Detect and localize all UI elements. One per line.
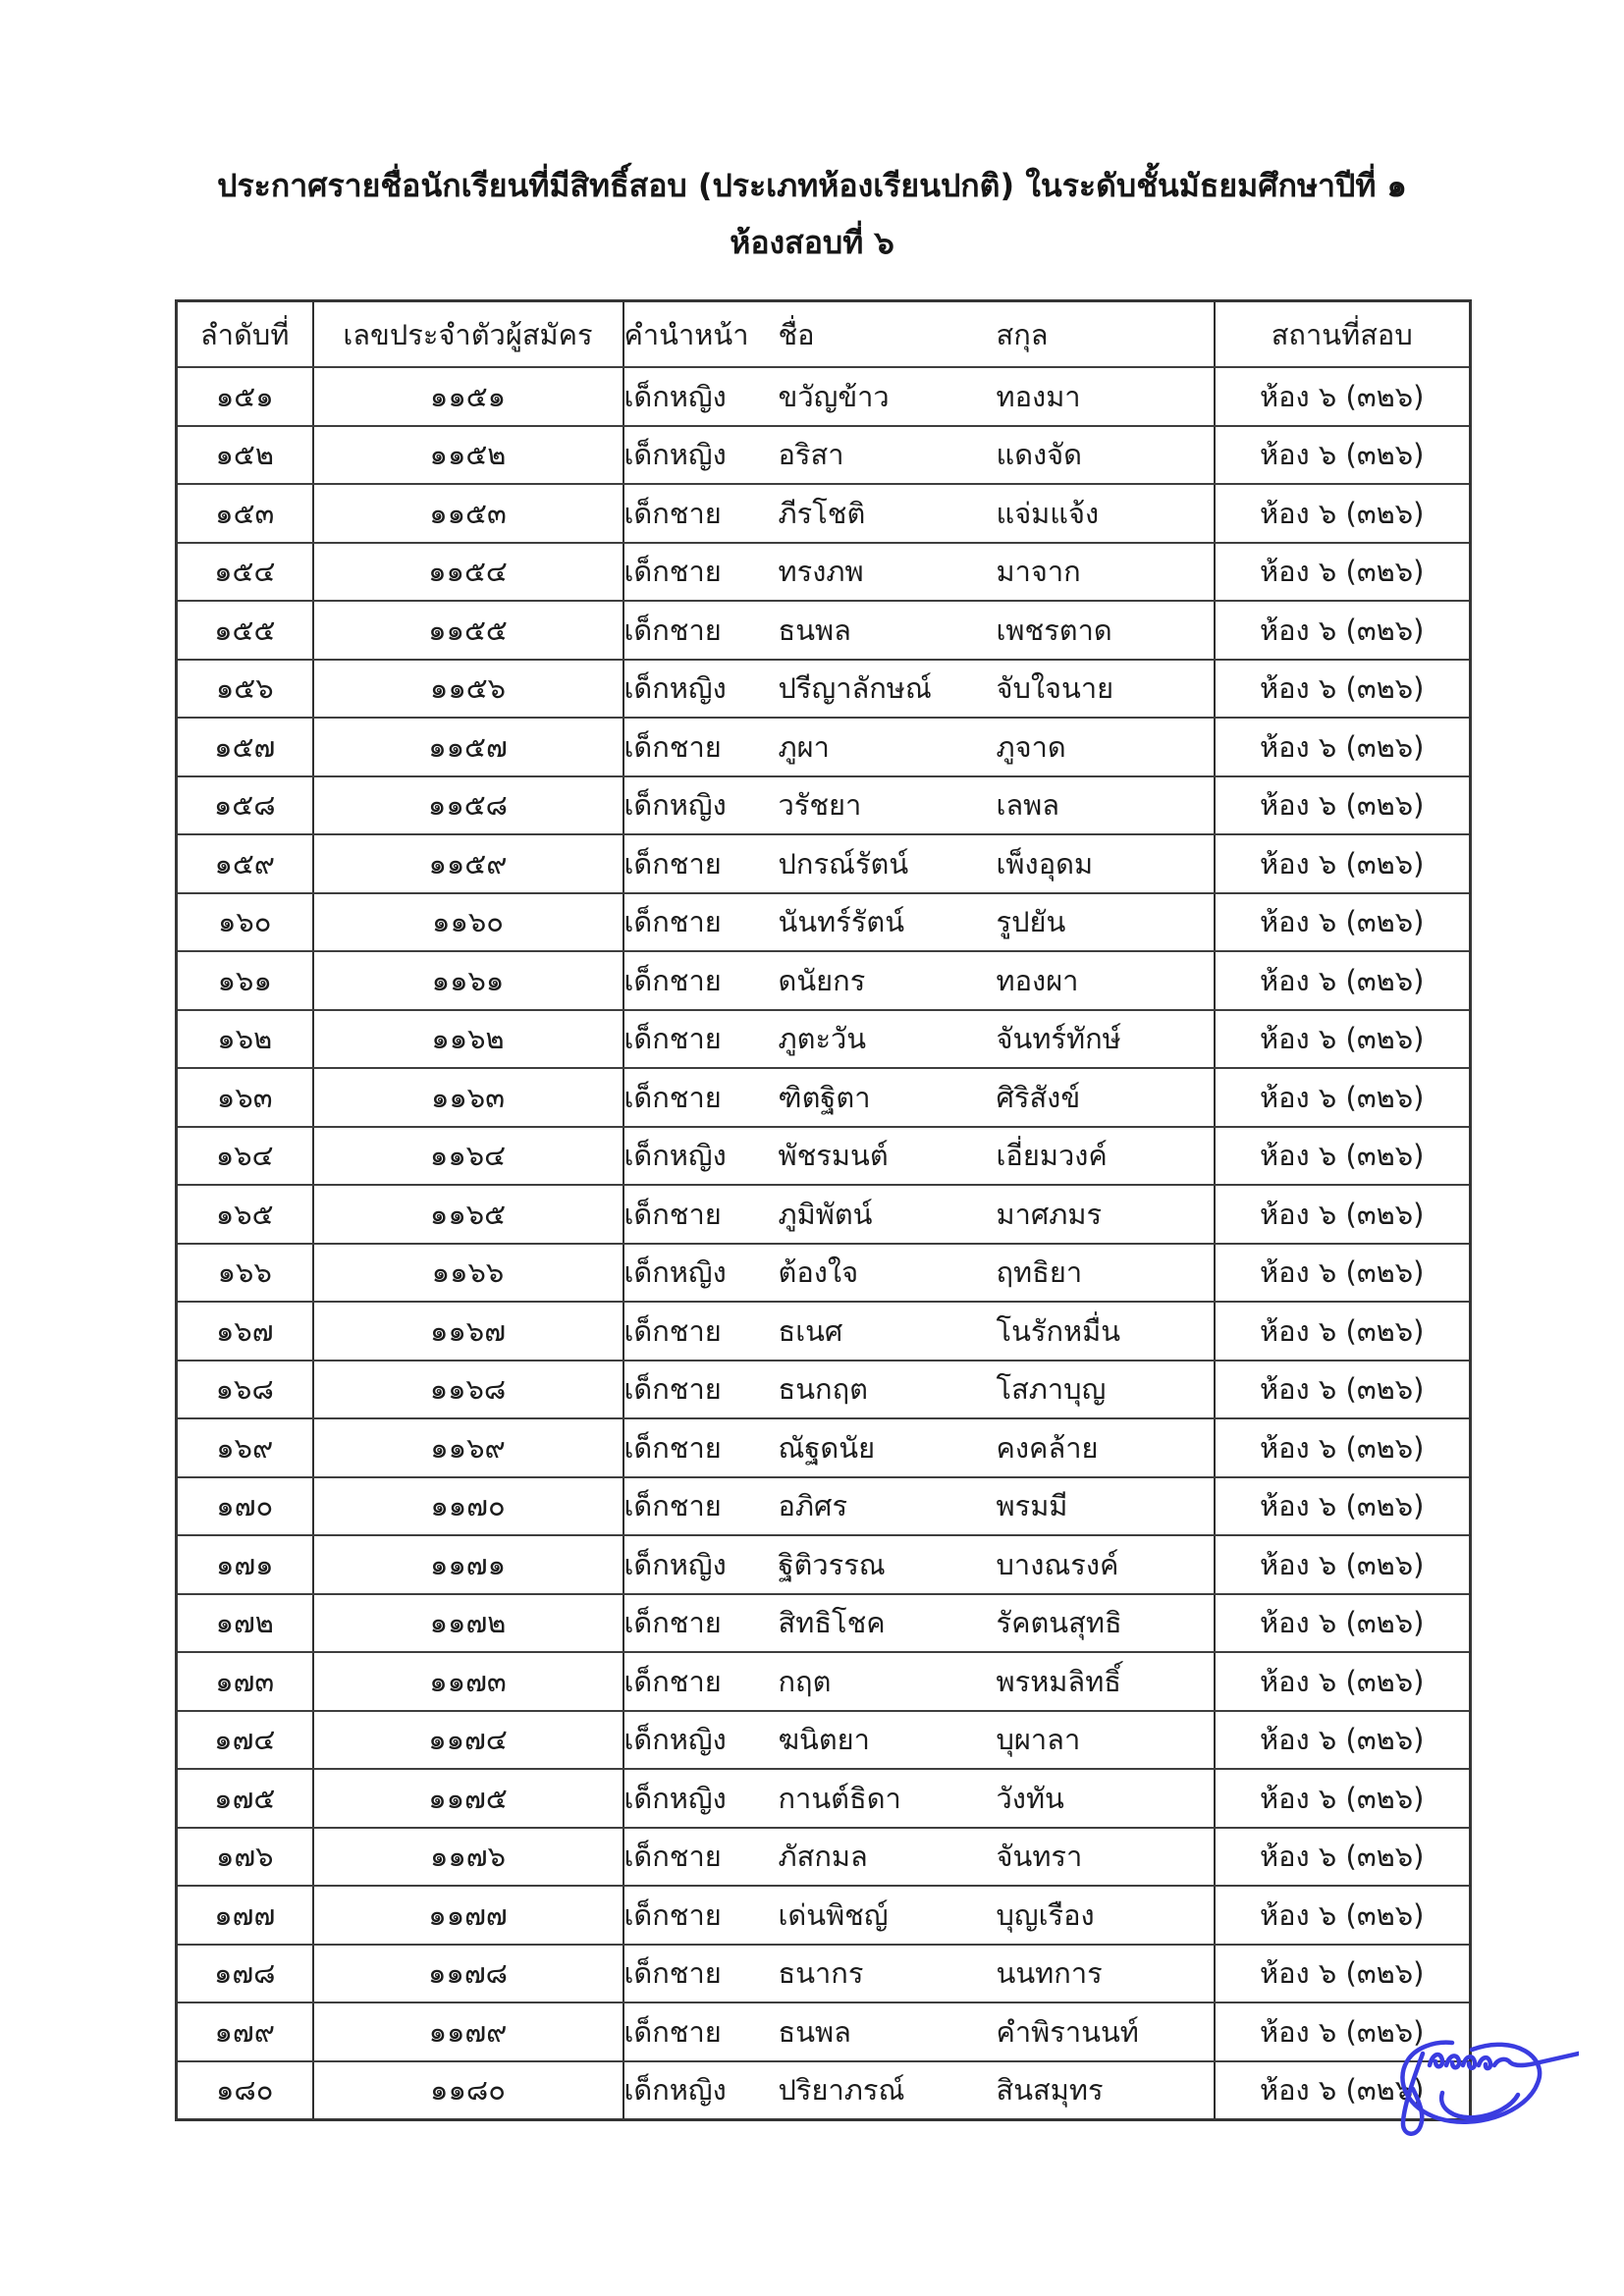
table-row bbox=[177, 660, 1471, 719]
table-row bbox=[177, 1886, 1471, 1945]
surname-cell: นนทการ bbox=[997, 1945, 1215, 2003]
applicant-id-cell: ๑๑๖๓ bbox=[313, 1068, 623, 1127]
table-row bbox=[177, 1477, 1471, 1536]
exam-room-subtitle: ห้องสอบที่ ๖ bbox=[730, 224, 894, 261]
surname-cell: แจ่มแจ้ง bbox=[997, 484, 1215, 543]
table-row bbox=[177, 1711, 1471, 1770]
exam-location-cell: ห้อง ๖ (๓๒๖) bbox=[1215, 1828, 1471, 1887]
exam-location-cell: ห้อง ๖ (๓๒๖) bbox=[1215, 1418, 1471, 1477]
applicant-id-cell: ๑๑๖๒ bbox=[313, 1010, 623, 1069]
title-block bbox=[0, 157, 1624, 271]
prefix-cell: เด็กชาย bbox=[623, 543, 779, 602]
prefix-cell: เด็กหญิง bbox=[623, 1535, 779, 1594]
exam-location-cell: ห้อง ๖ (๓๒๖) bbox=[1215, 834, 1471, 893]
first-name-cell: ฐิติวรรณ bbox=[779, 1535, 997, 1594]
first-name-cell: อริสา bbox=[779, 426, 997, 485]
table-row bbox=[177, 951, 1471, 1010]
table-header-row bbox=[177, 301, 1471, 368]
applicant-id-cell: ๑๑๗๔ bbox=[313, 1711, 623, 1770]
exam-location-cell: ห้อง ๖ (๓๒๖) bbox=[1215, 1769, 1471, 1828]
prefix-cell: เด็กชาย bbox=[623, 893, 779, 952]
applicant-id-cell: ๑๑๕๗ bbox=[313, 718, 623, 776]
applicant-id-cell: ๑๑๕๘ bbox=[313, 776, 623, 835]
first-name-cell: ต้องใจ bbox=[779, 1244, 997, 1303]
prefix-cell: เด็กชาย bbox=[623, 1068, 779, 1127]
exam-location-cell: ห้อง ๖ (๓๒๖) bbox=[1215, 1302, 1471, 1361]
header-applicant-id: เลขประจำตัวผู้สมัคร bbox=[313, 301, 623, 368]
prefix-cell: เด็กหญิง bbox=[623, 367, 779, 426]
header-exam-location: สถานที่สอบ bbox=[1215, 301, 1471, 368]
exam-location-cell: ห้อง ๖ (๓๒๖) bbox=[1215, 484, 1471, 543]
exam-location-cell: ห้อง ๖ (๓๒๖) bbox=[1215, 660, 1471, 719]
prefix-cell: เด็กหญิง bbox=[623, 1127, 779, 1186]
order-cell: ๑๗๐ bbox=[177, 1477, 313, 1536]
prefix-cell: เด็กชาย bbox=[623, 1185, 779, 1244]
table-row bbox=[177, 1594, 1471, 1653]
prefix-cell: เด็กชาย bbox=[623, 718, 779, 776]
applicant-id-cell: ๑๑๘๐ bbox=[313, 2061, 623, 2120]
order-cell: ๑๘๐ bbox=[177, 2061, 313, 2120]
applicant-id-cell: ๑๑๕๔ bbox=[313, 543, 623, 602]
surname-cell: ทองมา bbox=[997, 367, 1215, 426]
surname-cell: มาศภมร bbox=[997, 1185, 1215, 1244]
table-row bbox=[177, 2002, 1471, 2061]
surname-cell: จันทร์ทักษ์ bbox=[997, 1010, 1215, 1069]
exam-location-cell: ห้อง ๖ (๓๒๖) bbox=[1215, 543, 1471, 602]
exam-location-cell: ห้อง ๖ (๓๒๖) bbox=[1215, 1594, 1471, 1653]
table-row bbox=[177, 484, 1471, 543]
first-name-cell: พัชรมนต์ bbox=[779, 1127, 997, 1186]
exam-location-cell: ห้อง ๖ (๓๒๖) bbox=[1215, 2002, 1471, 2061]
surname-cell: คงคล้าย bbox=[997, 1418, 1215, 1477]
surname-cell: พรหมลิทธิ์ bbox=[997, 1652, 1215, 1711]
table-row bbox=[177, 1185, 1471, 1244]
prefix-cell: เด็กหญิง bbox=[623, 2061, 779, 2120]
order-cell: ๑๖๔ bbox=[177, 1127, 313, 1186]
prefix-cell: เด็กชาย bbox=[623, 834, 779, 893]
surname-cell: มาจาก bbox=[997, 543, 1215, 602]
first-name-cell: ฆนิตยา bbox=[779, 1711, 997, 1770]
table-row bbox=[177, 1244, 1471, 1303]
applicant-id-cell: ๑๑๕๙ bbox=[313, 834, 623, 893]
surname-cell: บางณรงค์ bbox=[997, 1535, 1215, 1594]
exam-location-cell: ห้อง ๖ (๓๒๖) bbox=[1215, 1244, 1471, 1303]
applicant-id-cell: ๑๑๗๘ bbox=[313, 1945, 623, 2003]
order-cell: ๑๕๘ bbox=[177, 776, 313, 835]
applicant-id-cell: ๑๑๗๖ bbox=[313, 1828, 623, 1887]
table-row bbox=[177, 2061, 1471, 2120]
first-name-cell: ธนากร bbox=[779, 1945, 997, 2003]
order-cell: ๑๗๙ bbox=[177, 2002, 313, 2061]
prefix-cell: เด็กชาย bbox=[623, 1361, 779, 1419]
applicant-id-cell: ๑๑๖๑ bbox=[313, 951, 623, 1010]
exam-location-cell: ห้อง ๖ (๓๒๖) bbox=[1215, 1127, 1471, 1186]
order-cell: ๑๖๑ bbox=[177, 951, 313, 1010]
first-name-cell: ธเนศ bbox=[779, 1302, 997, 1361]
first-name-cell: ภีรโชติ bbox=[779, 484, 997, 543]
order-cell: ๑๖๕ bbox=[177, 1185, 313, 1244]
header-surname: สกุล bbox=[997, 301, 1215, 368]
surname-cell: วังทัน bbox=[997, 1769, 1215, 1828]
exam-location-cell: ห้อง ๖ (๓๒๖) bbox=[1215, 1361, 1471, 1419]
applicant-id-cell: ๑๑๗๗ bbox=[313, 1886, 623, 1945]
order-cell: ๑๗๔ bbox=[177, 1711, 313, 1770]
surname-cell: บุผาลา bbox=[997, 1711, 1215, 1770]
prefix-cell: เด็กชาย bbox=[623, 2002, 779, 2061]
exam-location-cell: ห้อง ๖ (๓๒๖) bbox=[1215, 1185, 1471, 1244]
table-row bbox=[177, 1302, 1471, 1361]
order-cell: ๑๕๑ bbox=[177, 367, 313, 426]
table-row bbox=[177, 1068, 1471, 1127]
prefix-cell: เด็กหญิง bbox=[623, 1244, 779, 1303]
surname-cell: คำพิรานนท์ bbox=[997, 2002, 1215, 2061]
exam-location-cell: ห้อง ๖ (๓๒๖) bbox=[1215, 426, 1471, 485]
first-name-cell: ทรงภพ bbox=[779, 543, 997, 602]
applicant-id-cell: ๑๑๖๔ bbox=[313, 1127, 623, 1186]
first-name-cell: สิทธิโชค bbox=[779, 1594, 997, 1653]
surname-cell: บุญเรือง bbox=[997, 1886, 1215, 1945]
exam-location-cell: ห้อง ๖ (๓๒๖) bbox=[1215, 951, 1471, 1010]
applicant-id-cell: ๑๑๕๑ bbox=[313, 367, 623, 426]
prefix-cell: เด็กหญิง bbox=[623, 660, 779, 719]
prefix-cell: เด็กชาย bbox=[623, 1828, 779, 1887]
prefix-cell: เด็กชาย bbox=[623, 601, 779, 660]
first-name-cell: ธนพล bbox=[779, 2002, 997, 2061]
order-cell: ๑๗๓ bbox=[177, 1652, 313, 1711]
first-name-cell: นันทร์รัตน์ bbox=[779, 893, 997, 952]
order-cell: ๑๖๒ bbox=[177, 1010, 313, 1069]
surname-cell: โสภาบุญ bbox=[997, 1361, 1215, 1419]
first-name-cell: กฤต bbox=[779, 1652, 997, 1711]
exam-location-cell: ห้อง ๖ (๓๒๖) bbox=[1215, 1711, 1471, 1770]
prefix-cell: เด็กชาย bbox=[623, 1418, 779, 1477]
exam-location-cell: ห้อง ๖ (๓๒๖) bbox=[1215, 367, 1471, 426]
prefix-cell: เด็กชาย bbox=[623, 1302, 779, 1361]
prefix-cell: เด็กชาย bbox=[623, 1945, 779, 2003]
surname-cell: เลพล bbox=[997, 776, 1215, 835]
order-cell: ๑๖๖ bbox=[177, 1244, 313, 1303]
first-name-cell: ขวัญข้าว bbox=[779, 367, 997, 426]
table-row bbox=[177, 543, 1471, 602]
prefix-cell: เด็กชาย bbox=[623, 1010, 779, 1069]
table-row bbox=[177, 1535, 1471, 1594]
applicant-id-cell: ๑๑๕๖ bbox=[313, 660, 623, 719]
prefix-cell: เด็กหญิง bbox=[623, 426, 779, 485]
first-name-cell: ปริยาภรณ์ bbox=[779, 2061, 997, 2120]
first-name-cell: ธนพล bbox=[779, 601, 997, 660]
applicant-id-cell: ๑๑๕๕ bbox=[313, 601, 623, 660]
table-row bbox=[177, 601, 1471, 660]
first-name-cell: ภูผา bbox=[779, 718, 997, 776]
table-row bbox=[177, 1361, 1471, 1419]
first-name-cell: ภูตะวัน bbox=[779, 1010, 997, 1069]
prefix-cell: เด็กหญิง bbox=[623, 1769, 779, 1828]
first-name-cell: ภูมิพัตน์ bbox=[779, 1185, 997, 1244]
surname-cell: ฤทธิยา bbox=[997, 1244, 1215, 1303]
surname-cell: ศิริสังข์ bbox=[997, 1068, 1215, 1127]
applicant-id-cell: ๑๑๖๖ bbox=[313, 1244, 623, 1303]
table-row bbox=[177, 834, 1471, 893]
surname-cell: ภูจาด bbox=[997, 718, 1215, 776]
table-row bbox=[177, 1652, 1471, 1711]
exam-location-cell: ห้อง ๖ (๓๒๖) bbox=[1215, 1886, 1471, 1945]
surname-cell: เพชรตาด bbox=[997, 601, 1215, 660]
exam-location-cell: ห้อง ๖ (๓๒๖) bbox=[1215, 1652, 1471, 1711]
first-name-cell: ภัสกมล bbox=[779, 1828, 997, 1887]
table-row bbox=[177, 1769, 1471, 1828]
prefix-cell: เด็กชาย bbox=[623, 1886, 779, 1945]
applicant-id-cell: ๑๑๗๕ bbox=[313, 1769, 623, 1828]
exam-location-cell: ห้อง ๖ (๓๒๖) bbox=[1215, 1477, 1471, 1536]
applicant-id-cell: ๑๑๖๘ bbox=[313, 1361, 623, 1419]
order-cell: ๑๖๙ bbox=[177, 1418, 313, 1477]
exam-location-cell: ห้อง ๖ (๓๒๖) bbox=[1215, 718, 1471, 776]
applicant-id-cell: ๑๑๗๒ bbox=[313, 1594, 623, 1653]
order-cell: ๑๖๗ bbox=[177, 1302, 313, 1361]
exam-location-cell: ห้อง ๖ (๓๒๖) bbox=[1215, 1945, 1471, 2003]
prefix-cell: เด็กหญิง bbox=[623, 1711, 779, 1770]
order-cell: ๑๗๖ bbox=[177, 1828, 313, 1887]
exam-location-cell: ห้อง ๖ (๓๒๖) bbox=[1215, 1535, 1471, 1594]
surname-cell: โนรักหมื่น bbox=[997, 1302, 1215, 1361]
exam-location-cell: ห้อง ๖ (๓๒๖) bbox=[1215, 601, 1471, 660]
applicant-id-cell: ๑๑๖๕ bbox=[313, 1185, 623, 1244]
table-row bbox=[177, 426, 1471, 485]
order-cell: ๑๕๕ bbox=[177, 601, 313, 660]
exam-location-cell: ห้อง ๖ (๓๒๖) bbox=[1215, 893, 1471, 952]
exam-location-cell: ห้อง ๖ (๓๒๖) bbox=[1215, 1010, 1471, 1069]
table-row bbox=[177, 776, 1471, 835]
prefix-cell: เด็กชาย bbox=[623, 484, 779, 543]
order-cell: ๑๕๓ bbox=[177, 484, 313, 543]
surname-cell: เอี่ยมวงค์ bbox=[997, 1127, 1215, 1186]
table-row bbox=[177, 1418, 1471, 1477]
order-cell: ๑๗๗ bbox=[177, 1886, 313, 1945]
exam-location-cell: ห้อง ๖ (๓๒๖) bbox=[1215, 2061, 1471, 2120]
surname-cell: จันทรา bbox=[997, 1828, 1215, 1887]
table-row bbox=[177, 718, 1471, 776]
applicant-id-cell: ๑๑๗๐ bbox=[313, 1477, 623, 1536]
student-roster-table bbox=[175, 299, 1472, 2121]
order-cell: ๑๖๘ bbox=[177, 1361, 313, 1419]
header-order: ลำดับที่ bbox=[177, 301, 313, 368]
order-cell: ๑๕๖ bbox=[177, 660, 313, 719]
exam-location-cell: ห้อง ๖ (๓๒๖) bbox=[1215, 1068, 1471, 1127]
order-cell: ๑๕๙ bbox=[177, 834, 313, 893]
order-cell: ๑๖๐ bbox=[177, 893, 313, 952]
table-row bbox=[177, 1945, 1471, 2003]
first-name-cell: อภิศร bbox=[779, 1477, 997, 1536]
surname-cell: รัคตนสุทธิ bbox=[997, 1594, 1215, 1653]
order-cell: ๑๖๓ bbox=[177, 1068, 313, 1127]
applicant-id-cell: ๑๑๖๙ bbox=[313, 1418, 623, 1477]
table-row bbox=[177, 893, 1471, 952]
order-cell: ๑๗๑ bbox=[177, 1535, 313, 1594]
applicant-id-cell: ๑๑๗๙ bbox=[313, 2002, 623, 2061]
order-cell: ๑๕๒ bbox=[177, 426, 313, 485]
surname-cell: เพ็งอุดม bbox=[997, 834, 1215, 893]
prefix-cell: เด็กชาย bbox=[623, 1477, 779, 1536]
surname-cell: รูปยัน bbox=[997, 893, 1215, 952]
applicant-id-cell: ๑๑๖๗ bbox=[313, 1302, 623, 1361]
header-first-name: ชื่อ bbox=[779, 301, 997, 368]
order-cell: ๑๗๕ bbox=[177, 1769, 313, 1828]
applicant-id-cell: ๑๑๖๐ bbox=[313, 893, 623, 952]
exam-location-cell: ห้อง ๖ (๓๒๖) bbox=[1215, 776, 1471, 835]
prefix-cell: เด็กชาย bbox=[623, 951, 779, 1010]
first-name-cell: ณัฐดนัย bbox=[779, 1418, 997, 1477]
table-row bbox=[177, 1828, 1471, 1887]
prefix-cell: เด็กชาย bbox=[623, 1652, 779, 1711]
first-name-cell: ฑิตฐิตา bbox=[779, 1068, 997, 1127]
applicant-id-cell: ๑๑๗๑ bbox=[313, 1535, 623, 1594]
order-cell: ๑๕๗ bbox=[177, 718, 313, 776]
first-name-cell: ปกรณ์รัตน์ bbox=[779, 834, 997, 893]
surname-cell: สินสมุทร bbox=[997, 2061, 1215, 2120]
first-name-cell: เด่นพิชญ์ bbox=[779, 1886, 997, 1945]
prefix-cell: เด็กหญิง bbox=[623, 776, 779, 835]
surname-cell: ทองผา bbox=[997, 951, 1215, 1010]
applicant-id-cell: ๑๑๕๒ bbox=[313, 426, 623, 485]
surname-cell: จับใจนาย bbox=[997, 660, 1215, 719]
table-row bbox=[177, 1010, 1471, 1069]
first-name-cell: วรัชยา bbox=[779, 776, 997, 835]
header-prefix: คำนำหน้า bbox=[623, 301, 779, 368]
order-cell: ๑๗๘ bbox=[177, 1945, 313, 2003]
page-title: ประกาศรายชื่อนักเรียนที่มีสิทธิ์สอบ (ประเภทห้องเรียนปกติ) ในระดับชั้นมัธยมศึกษาปีที่ ๑ bbox=[217, 167, 1407, 204]
applicant-id-cell: ๑๑๕๓ bbox=[313, 484, 623, 543]
order-cell: ๑๕๔ bbox=[177, 543, 313, 602]
surname-cell: แดงจัด bbox=[997, 426, 1215, 485]
first-name-cell: ธนกฤต bbox=[779, 1361, 997, 1419]
table-row bbox=[177, 1127, 1471, 1186]
first-name-cell: ปรีญาลักษณ์ bbox=[779, 660, 997, 719]
applicant-id-cell: ๑๑๗๓ bbox=[313, 1652, 623, 1711]
first-name-cell: กานต์ธิดา bbox=[779, 1769, 997, 1828]
table-row bbox=[177, 367, 1471, 426]
surname-cell: พรมมี bbox=[997, 1477, 1215, 1536]
order-cell: ๑๗๒ bbox=[177, 1594, 313, 1653]
prefix-cell: เด็กชาย bbox=[623, 1594, 779, 1653]
first-name-cell: ดนัยกร bbox=[779, 951, 997, 1010]
